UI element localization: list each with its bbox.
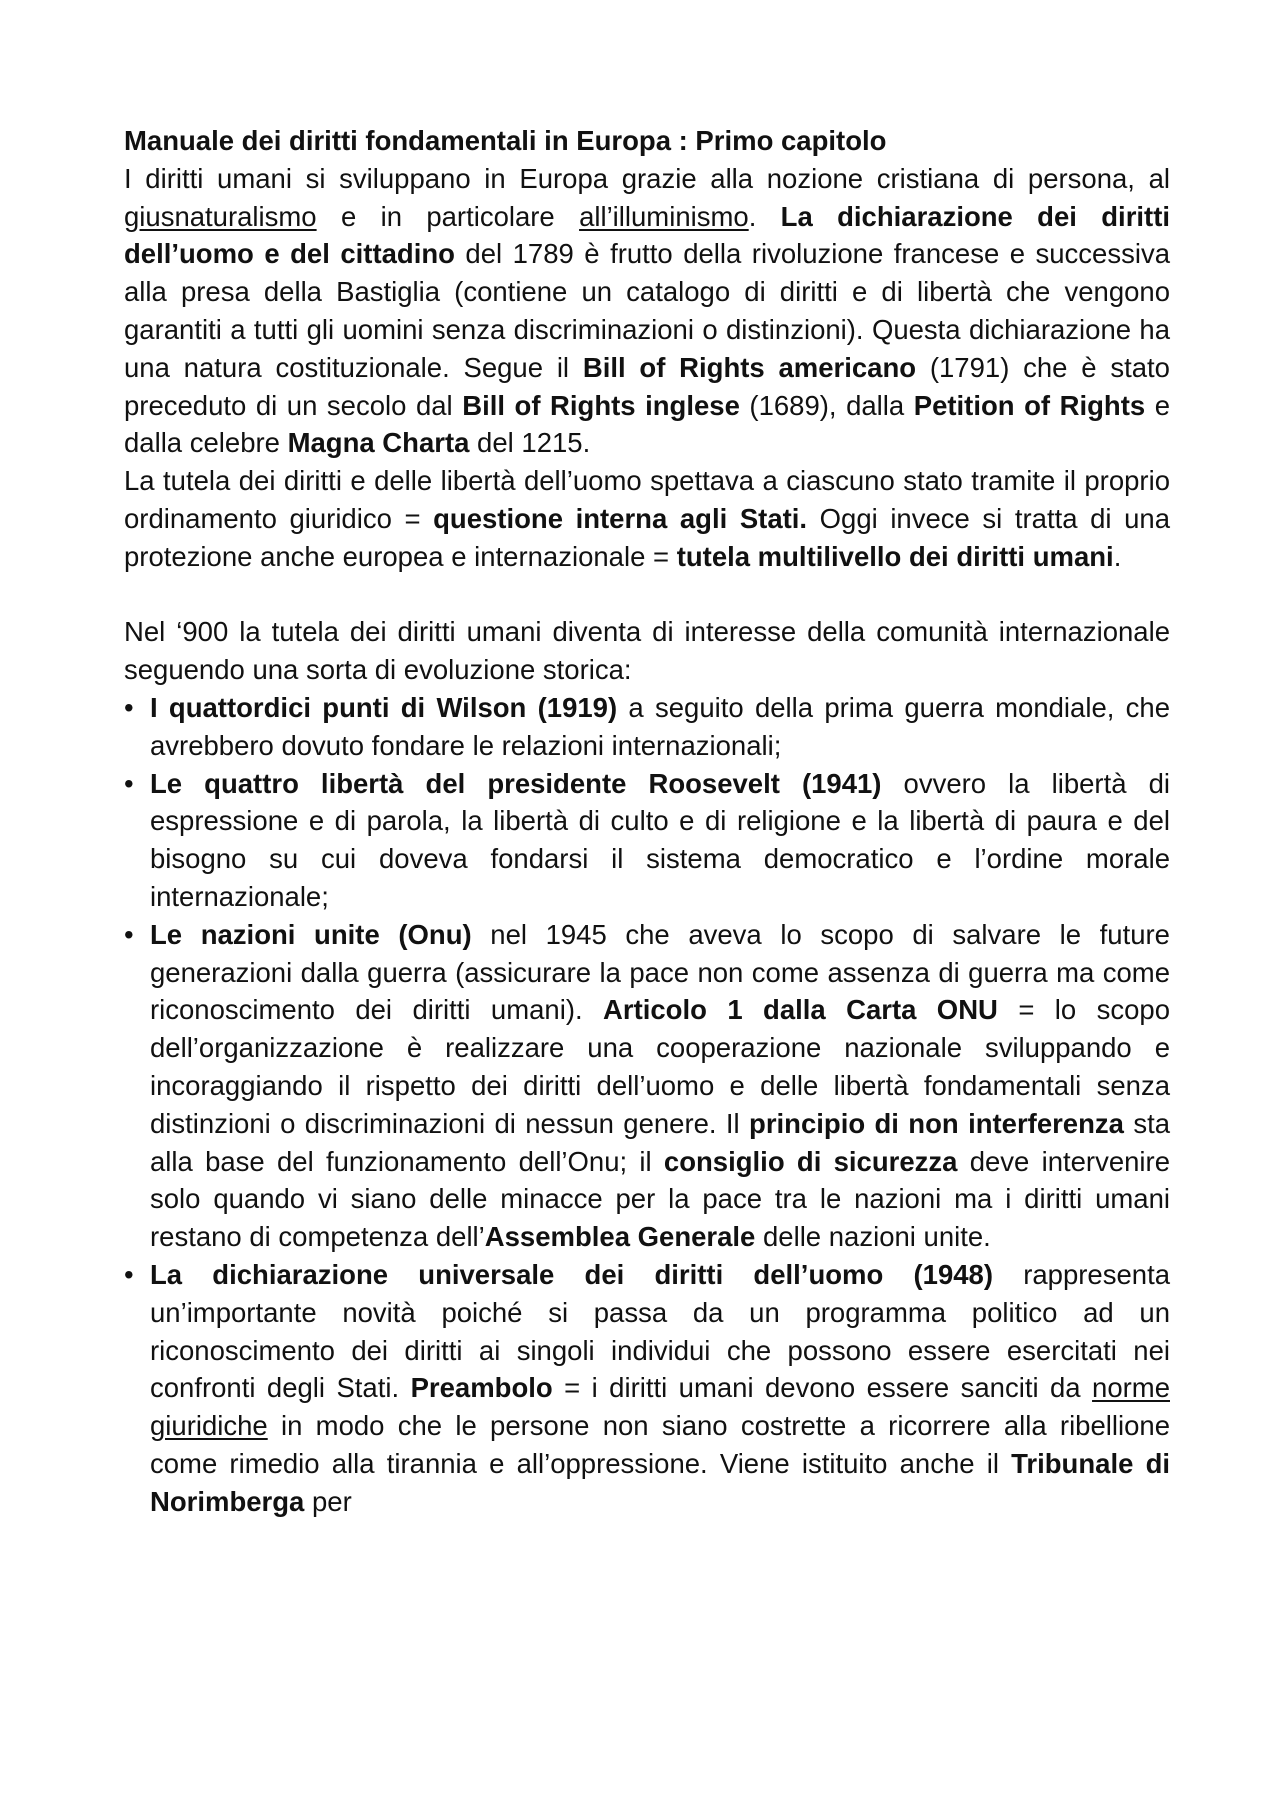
bold-term: Preambolo <box>410 1372 553 1404</box>
underlined-term: norme giuridiche <box>150 1372 1170 1442</box>
history-list <box>124 689 1170 1521</box>
text-run: per <box>304 1485 352 1517</box>
bold-term: Bill of Rights americano <box>582 351 917 383</box>
bold-term: consiglio di sicurezza <box>663 1145 958 1177</box>
paragraph-protection <box>124 462 1170 575</box>
underlined-term: all’illuminismo <box>579 200 749 232</box>
bold-term: Petition of Rights <box>913 389 1146 421</box>
bold-term: Le quattro libertà del presidente Roosevelt (1941) <box>150 767 882 799</box>
text-run: . <box>748 200 781 232</box>
paragraph-origins <box>124 160 1170 462</box>
text-run: e in particolare <box>316 200 580 232</box>
bold-term: questione interna agli Stati. <box>433 502 808 534</box>
bold-term: tutela multilivello dei diritti umani <box>676 540 1114 572</box>
text-run: a seguito della prima guerra mondiale, che avrebbero dovuto fondare le relazioni internazionali; <box>150 691 1171 761</box>
bold-term: La dichiarazione dei diritti dell’uomo e del cittadino <box>124 200 1170 270</box>
text-run: Oggi invece si tratta di una protezione anche europea e internazionale = <box>124 502 1170 572</box>
list-item <box>124 916 1170 1256</box>
text-run: (1689), dalla <box>739 389 914 421</box>
text-run: . <box>1113 540 1122 572</box>
text-run: = lo scopo dell’organizzazione è realizzare una cooperazione nazionale sviluppando e incoraggiando il rispetto dei diritti dell’uomo e delle libertà fondamentali senza distinzioni o discriminazioni di nessun genere. Il <box>150 994 1170 1139</box>
bold-term: Le nazioni unite (Onu) <box>150 918 472 950</box>
bold-term: Articolo 1 dalla Carta ONU <box>603 994 998 1026</box>
text-run: La tutela dei diritti e delle libertà dell’uomo spettava a ciascuno stato tramite il proprio ordinamento giuridico = <box>124 465 1170 534</box>
text-run: nel 1945 che aveva lo scopo di salvare le future generazioni dalla guerra (assicurare la pace non come assenza di guerra ma come riconoscimento dei diritti umani). <box>150 918 1170 1026</box>
text-run: deve intervenire solo quando vi siano delle minacce per la pace tra le nazioni ma i diritti umani restano di competenza dell’ <box>150 1145 1170 1253</box>
bullet-icon: • <box>124 767 134 799</box>
text-run: ovvero la libertà di espressione e di parola, la libertà di culto e di religione e la libertà di paura e del bisogno su cui doveva fondarsi il sistema democratico e l’ordine morale internazionale; <box>150 767 1170 912</box>
bold-term: La dichiarazione universale dei diritti dell’uomo (1948) <box>150 1258 994 1290</box>
underlined-term: giusnaturalismo <box>124 200 317 232</box>
text-run: (1791) che è stato preceduto di un secolo dal <box>124 351 1170 421</box>
bold-term: Assemblea Generale <box>484 1221 756 1253</box>
list-item <box>124 689 1170 765</box>
bold-term: Bill of Rights inglese <box>462 389 740 421</box>
paragraph-evolution: Nel ‘900 la tutela dei diritti umani diventa di interesse della comunità internazionale seguendo una sorta di evoluzione storica: <box>124 616 1170 686</box>
bold-term: I quattordici punti di Wilson (1919) <box>150 691 618 723</box>
bold-term: principio di non interferenza <box>749 1107 1124 1139</box>
list-item <box>124 1256 1170 1521</box>
document-title: Manuale dei diritti fondamentali in Europa : Primo capitolo <box>124 125 887 156</box>
document-page <box>124 122 1170 1520</box>
text-run: del 1789 è frutto della rivoluzione francese e successiva alla presa della Bastiglia (contiene un catalogo di diritti e di libertà che vengono garantiti a tutti gli uomini senza discriminazioni o distinzioni). Questa dichiarazione ha una natura costituzionale. Segue il <box>124 238 1170 383</box>
bold-term: Magna Charta <box>287 427 470 459</box>
text-run: sta alla base del funzionamento dell’Onu; il <box>150 1107 1171 1177</box>
list-item <box>124 765 1170 916</box>
bold-term: Tribunale di Norimberga <box>150 1447 1171 1517</box>
text-run: e dalla celebre <box>124 389 1170 459</box>
text-run: = i diritti umani devono essere sanciti da <box>552 1372 1093 1404</box>
bullet-icon: • <box>124 1258 134 1290</box>
paragraph-gap <box>124 576 1170 614</box>
text-run: delle nazioni unite. <box>755 1221 991 1253</box>
text-run: rappresenta un’importante novità poiché si passa da un programma politico ad un riconoscimento dei diritti ai singoli individui che possono essere esercitati nei confronti degli Stati. <box>150 1258 1170 1404</box>
bullet-icon: • <box>124 691 134 723</box>
text-run: I diritti umani si sviluppano in Europa grazie alla nozione cristiana di persona, al <box>124 162 1170 194</box>
text-run: del 1215. <box>469 427 591 459</box>
text-run: in modo che le persone non siano costrette a ricorrere alla ribellione come rimedio alla tirannia e all’oppressione. Viene istituito anche il <box>150 1410 1170 1479</box>
bullet-icon: • <box>124 918 134 950</box>
